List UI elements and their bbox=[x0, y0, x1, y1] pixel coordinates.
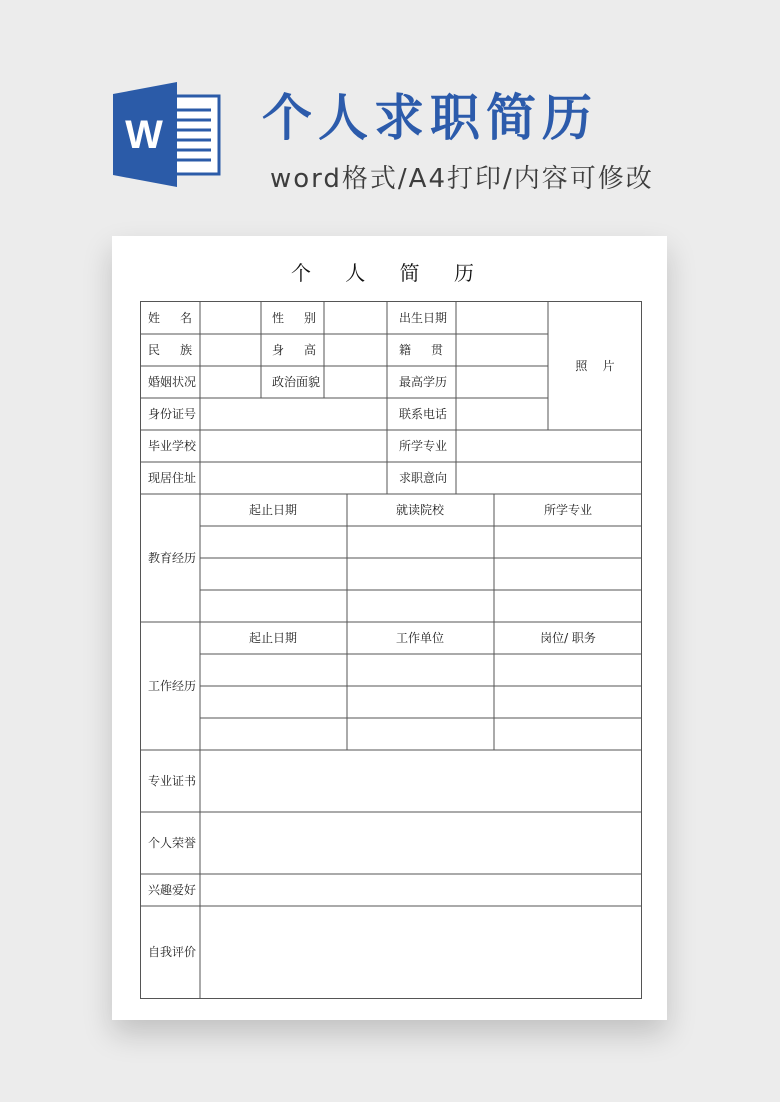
label-education: 教育经历 bbox=[148, 551, 197, 565]
label-ethnicity: 民 族 bbox=[148, 343, 192, 357]
resume-page bbox=[112, 236, 667, 1020]
label-self-evaluation: 自我评价 bbox=[148, 945, 197, 959]
resume-table-grid bbox=[112, 236, 667, 1020]
document-title: 个 人 简 历 bbox=[290, 261, 489, 285]
label-address: 现居住址 bbox=[148, 471, 197, 485]
label-certificates: 专业证书 bbox=[148, 774, 197, 788]
work-col-dates: 起止日期 bbox=[248, 631, 298, 645]
hero-subtitle: word格式/A4打印/内容可修改 bbox=[270, 164, 654, 194]
word-icon-letter: W bbox=[125, 113, 163, 157]
label-birth-date: 出生日期 bbox=[399, 311, 448, 325]
work-col-company: 工作单位 bbox=[395, 631, 445, 645]
photo-placeholder: 照 片 bbox=[575, 359, 615, 373]
label-education-level: 最高学历 bbox=[399, 375, 448, 389]
label-work: 工作经历 bbox=[148, 679, 197, 693]
label-honors: 个人荣誉 bbox=[148, 836, 197, 850]
edu-col-major: 所学专业 bbox=[543, 503, 593, 517]
label-major: 所学专业 bbox=[399, 439, 448, 453]
label-height: 身 高 bbox=[272, 343, 316, 357]
word-document-icon bbox=[113, 82, 223, 187]
edu-col-school: 就读院校 bbox=[395, 503, 445, 517]
label-origin: 籍 贯 bbox=[399, 343, 443, 357]
label-school: 毕业学校 bbox=[148, 439, 197, 453]
label-name: 姓 名 bbox=[148, 311, 192, 325]
work-col-position: 岗位/ 职务 bbox=[540, 631, 596, 645]
label-political-status: 政治面貌 bbox=[272, 375, 321, 389]
edu-col-dates: 起止日期 bbox=[248, 503, 298, 517]
label-id-number: 身份证号 bbox=[148, 407, 197, 421]
label-hobbies: 兴趣爱好 bbox=[148, 883, 197, 897]
hero-title: 个人求职简历 bbox=[262, 89, 598, 147]
label-gender: 性 别 bbox=[272, 311, 316, 325]
label-phone: 联系电话 bbox=[399, 407, 448, 421]
label-job-intent: 求职意向 bbox=[399, 471, 448, 485]
label-marital-status: 婚姻状况 bbox=[148, 375, 197, 389]
